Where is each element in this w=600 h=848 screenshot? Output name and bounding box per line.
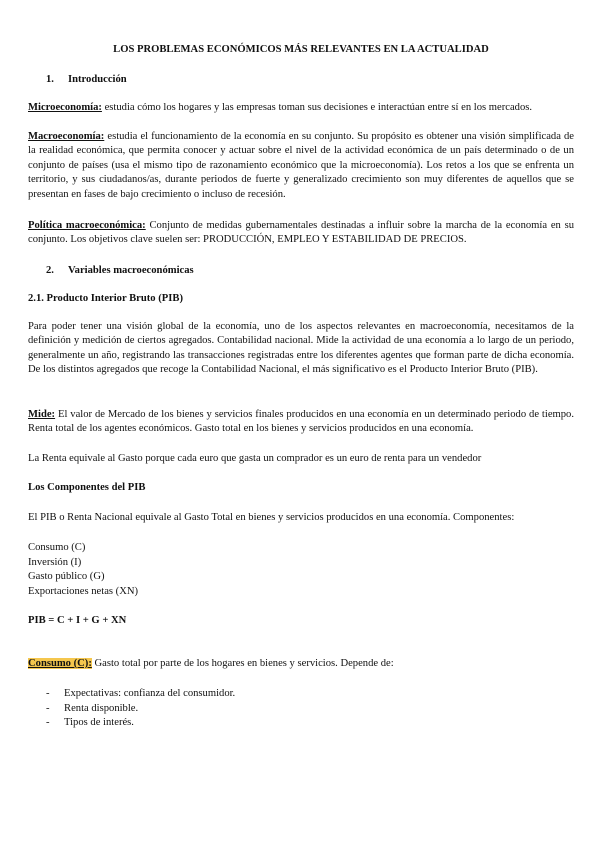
- section-1-heading: [28, 73, 127, 87]
- list-item: Tipos de interés.: [64, 717, 134, 728]
- bullet-dash: -: [46, 688, 50, 699]
- document-title: LOS PROBLEMAS ECONÓMICOS MÁS RELEVANTES EN LA ACTUALIDAD: [113, 44, 489, 55]
- macro-text: estudia el funcionamiento de la economía en su conjunto. Su propósito es obtener una visión simplificada de la realidad económica, que permita conocer y actuar sobre el nivel de la actividad económica de un país determinado o de un conjunto de países (usa el mismo tipo de razonamiento económico que la microeconomía). Los retos a los que se enfrenta un territorio, y sus ciudadanos/as, durante periodos de fuerte y generalizado crecimiento son muy diferentes de aquellos que se presentan en fases de bajo crecimiento o incluso de recesión.: [28, 131, 574, 200]
- list-item: Renta disponible.: [64, 703, 139, 714]
- mide-paragraph: [28, 408, 574, 437]
- list-item: Expectativas: confianza del consumidor.: [64, 688, 236, 699]
- politica-paragraph: [28, 219, 574, 248]
- component-item: Inversión (I): [28, 557, 82, 568]
- bullet-dash: -: [46, 703, 50, 714]
- consumo-paragraph: [28, 657, 394, 671]
- mide-term: Mide:: [28, 409, 56, 420]
- component-item: Consumo (C): [28, 542, 86, 553]
- componentes-text: El PIB o Renta Nacional equivale al Gasto Total en bienes y servicios producidos en una economía. Componentes:: [28, 512, 515, 523]
- renta-line: La Renta equivale al Gasto porque cada euro que gasta un comprador es un euro de renta para un vendedor: [28, 453, 482, 464]
- consumo-term: Consumo (C):: [28, 658, 92, 669]
- micro-term: Microeconomía:: [28, 102, 102, 113]
- section-2-number: 2.: [46, 265, 54, 276]
- component-item: Exportaciones netas (XN): [28, 586, 139, 597]
- section-1-number: 1.: [46, 74, 54, 85]
- pib-formula: PIB = C + I + G + XN: [28, 615, 127, 626]
- micro-paragraph: [28, 101, 574, 115]
- mide-text: El valor de Mercado de los bienes y servicios finales producidos en una economía en un determinado periodo de tiempo. Renta total de los agentes económicos. Gasto total en los bienes y servicios producidos en una economía.: [28, 409, 574, 435]
- politica-text: Conjunto de medidas gubernamentales destinadas a influir sobre la marcha de la economía en su conjunto. Los objetivos clave suelen ser: PRODUCCIÓN, EMPLEO Y ESTABILIDAD DE PRECIOS.: [28, 220, 574, 246]
- pib-paragraph: Para poder tener una visión global de la economía, uno de los aspectos relevantes en macroeconomía, necesitamos de la definición y medición de ciertos agregados. Contabilidad nacional. Mide la actividad de una economía a lo largo de un periodo, generalmente un año, registrando las transacciones registradas entre los diferentes agentes que forman parte de dicha economía. De los distintos agregados que recoge la Contabilidad Nacional, el más significativo es el Producto Interior Bruto (PIB).: [28, 321, 574, 376]
- macro-term: Macroeconomía:: [28, 131, 105, 142]
- consumo-text: Gasto total por parte de los hogares en bienes y servicios. Depende de:: [91, 658, 394, 669]
- component-item: Gasto público (G): [28, 571, 105, 582]
- macro-paragraph: [28, 130, 574, 202]
- bullet-dash: -: [46, 717, 50, 728]
- micro-text: estudia cómo los hogares y las empresas toman sus decisiones e interactúan entre sí en los mercados.: [101, 102, 533, 113]
- section-2-label: Variables macroeconómicas: [68, 265, 194, 276]
- componentes-heading: Los Componentes del PIB: [28, 482, 146, 493]
- section-2-heading: [28, 264, 194, 278]
- section-2-1-heading: 2.1. Producto Interior Bruto (PIB): [28, 293, 183, 304]
- section-1-label: Introducción: [68, 74, 127, 85]
- politica-term: Política macroeconómica:: [28, 220, 146, 231]
